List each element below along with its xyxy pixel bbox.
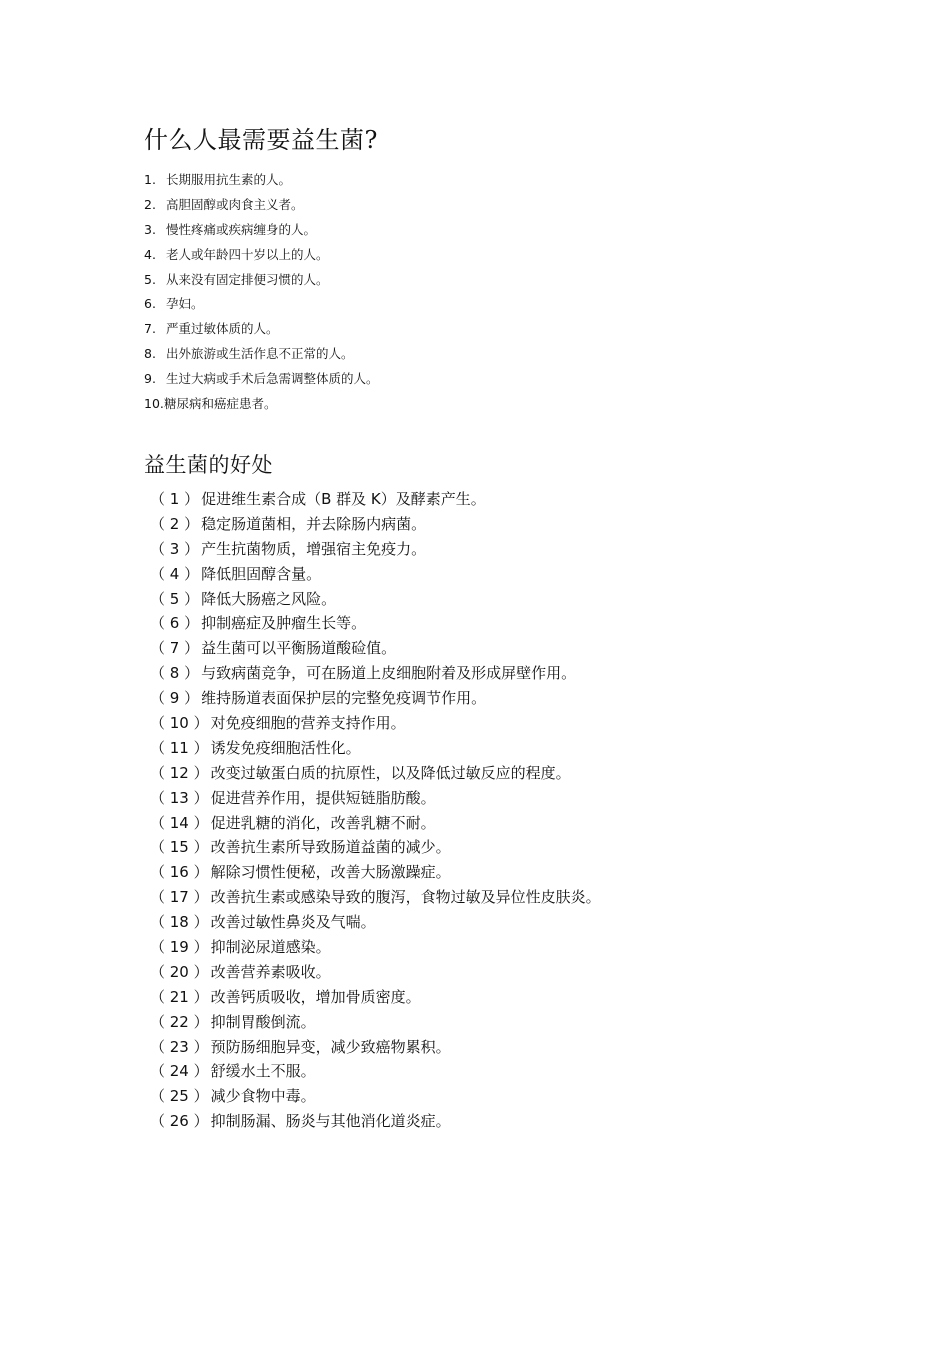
list-item-number: （ 1 ） bbox=[150, 490, 200, 508]
list-item-text: 对免疫细胞的营养支持作用。 bbox=[210, 714, 406, 733]
list-item-text: 生过大病或手术后急需调整体质的人。 bbox=[166, 371, 379, 387]
list-item bbox=[150, 661, 601, 686]
list-item bbox=[150, 1010, 601, 1035]
list-item-text: 降低胆固醇含量。 bbox=[201, 564, 322, 583]
list-item-number: 3. bbox=[144, 221, 156, 237]
list-item-number: （ 14 ） bbox=[150, 813, 209, 832]
list-item bbox=[144, 367, 379, 392]
list-item bbox=[144, 292, 379, 317]
list-item-text: 维持肠道表面保护层的完整免疫调节作用。 bbox=[201, 689, 487, 708]
list-item-number: （ 4 ） bbox=[150, 564, 200, 583]
list-item bbox=[150, 960, 601, 985]
list-item-text: 改善抗生素所导致肠道益菌的减少。 bbox=[210, 838, 451, 857]
list-item-text: 慢性疼痛或疾病缠身的人。 bbox=[166, 221, 317, 237]
list-item-text: 益生菌可以平衡肠道酸硷值。 bbox=[201, 639, 397, 658]
list-item-number: 1. bbox=[144, 172, 156, 187]
list-item-number: （ 8 ） bbox=[150, 664, 200, 683]
list-item-number: （ 6 ） bbox=[150, 614, 200, 633]
list-item-number: 4. bbox=[144, 246, 156, 262]
list-item-text: 改善钙质吸收，增加骨质密度。 bbox=[210, 987, 421, 1006]
list-item bbox=[150, 1109, 601, 1134]
list-item-number: （ 20 ） bbox=[150, 962, 209, 981]
list-item-text: 抑制肠漏、肠炎与其他消化道炎症。 bbox=[210, 1112, 451, 1131]
list-item bbox=[144, 342, 379, 367]
list-item bbox=[150, 910, 601, 935]
list-item-number: （ 17 ） bbox=[150, 888, 209, 907]
list-item-text: 老人或年龄四十岁以上的人。 bbox=[166, 246, 329, 262]
list-item bbox=[150, 985, 601, 1010]
list-item-text: 抑制癌症及肿瘤生长等。 bbox=[201, 614, 367, 633]
list-item-number: 2. bbox=[144, 196, 156, 212]
list-item-text: 与致病菌竞争，可在肠道上皮细胞附着及形成屏壁作用。 bbox=[201, 664, 577, 683]
list-item-text: 促进乳糖的消化，改善乳糖不耐。 bbox=[210, 813, 436, 832]
list-item-number: 5. bbox=[144, 271, 156, 287]
list-item-number: （ 26 ） bbox=[150, 1112, 209, 1131]
list-item-text: 长期服用抗生素的人。 bbox=[166, 172, 292, 187]
list-item-number: 9. bbox=[144, 371, 156, 387]
list-item-number: （ 22 ） bbox=[150, 1012, 209, 1031]
list-item-text: 孕妇。 bbox=[166, 296, 204, 312]
benefits-list bbox=[144, 487, 601, 1134]
list-item-number: （ 2 ） bbox=[150, 514, 200, 533]
list-item-text: 改善抗生素或感染导致的腹泻，食物过敏及异位性皮肤炎。 bbox=[210, 888, 601, 907]
list-item-text: 促进营养作用，提供短链脂肪酸。 bbox=[210, 788, 436, 807]
section-who-needs-probiotics bbox=[144, 122, 379, 417]
list-item-number: （ 15 ） bbox=[150, 838, 209, 857]
list-item bbox=[150, 761, 601, 786]
list-item-number: （ 24 ） bbox=[150, 1062, 209, 1081]
list-item bbox=[150, 537, 601, 562]
list-item-number: （ 3 ） bbox=[150, 539, 200, 558]
list-item bbox=[144, 317, 379, 342]
list-item-number: 10. bbox=[144, 396, 164, 412]
list-item bbox=[150, 562, 601, 587]
list-item bbox=[150, 1059, 601, 1084]
who-needs-list bbox=[144, 168, 379, 417]
list-item-text: 预防肠细胞异变，减少致癌物累积。 bbox=[210, 1037, 451, 1056]
list-item bbox=[150, 885, 601, 910]
list-item-text: 促进维生素合成（B 群及 K）及酵素产生。 bbox=[201, 490, 486, 508]
list-item bbox=[144, 392, 379, 417]
list-item-number: （ 21 ） bbox=[150, 987, 209, 1006]
list-item bbox=[144, 243, 379, 268]
list-item-text: 严重过敏体质的人。 bbox=[166, 321, 279, 337]
list-item bbox=[150, 711, 601, 736]
list-item-number: （ 9 ） bbox=[150, 689, 200, 708]
list-item bbox=[150, 587, 601, 612]
section-probiotic-benefits bbox=[144, 450, 601, 1134]
list-item-number: （ 10 ） bbox=[150, 714, 209, 733]
list-item bbox=[150, 1084, 601, 1109]
list-item-text: 稳定肠道菌相，并去除肠内病菌。 bbox=[201, 514, 427, 533]
list-item-number: （ 7 ） bbox=[150, 639, 200, 658]
list-item-text: 减少食物中毒。 bbox=[210, 1087, 316, 1106]
list-item bbox=[150, 935, 601, 960]
list-item-number: （ 23 ） bbox=[150, 1037, 209, 1056]
list-item-number: 7. bbox=[144, 321, 156, 337]
list-item-text: 产生抗菌物质，增强宿主免疫力。 bbox=[201, 539, 427, 558]
list-item bbox=[150, 786, 601, 811]
section-title: 益生菌的好处 bbox=[144, 453, 273, 477]
list-item bbox=[144, 168, 379, 193]
list-item-number: （ 5 ） bbox=[150, 589, 200, 608]
list-item-number: （ 25 ） bbox=[150, 1087, 209, 1106]
list-item bbox=[150, 736, 601, 761]
list-item bbox=[150, 611, 601, 636]
list-item bbox=[150, 636, 601, 661]
list-item-number: （ 18 ） bbox=[150, 913, 209, 932]
list-item-text: 舒缓水土不服。 bbox=[210, 1062, 316, 1081]
list-item-text: 从来没有固定排便习惯的人。 bbox=[166, 271, 329, 287]
list-item bbox=[144, 193, 379, 218]
list-item bbox=[144, 268, 379, 293]
list-item-text: 抑制胃酸倒流。 bbox=[210, 1012, 316, 1031]
list-item-text: 糖尿病和癌症患者。 bbox=[164, 396, 277, 412]
list-item-text: 高胆固醇或肉食主义者。 bbox=[166, 196, 304, 212]
list-item-text: 改善过敏性鼻炎及气喘。 bbox=[210, 913, 376, 932]
list-item-number: （ 13 ） bbox=[150, 788, 209, 807]
list-item-number: （ 19 ） bbox=[150, 938, 209, 957]
list-item bbox=[150, 487, 601, 512]
list-item bbox=[150, 860, 601, 885]
list-item-number: 6. bbox=[144, 296, 156, 312]
list-item bbox=[144, 218, 379, 243]
list-item-text: 抑制泌尿道感染。 bbox=[210, 938, 331, 957]
list-item bbox=[150, 512, 601, 537]
list-item-text: 降低大肠癌之风险。 bbox=[201, 589, 337, 608]
list-item-number: （ 16 ） bbox=[150, 863, 209, 882]
list-item-text: 解除习惯性便秘，改善大肠激躁症。 bbox=[210, 863, 451, 882]
list-item bbox=[150, 686, 601, 711]
list-item-text: 出外旅游或生活作息不正常的人。 bbox=[166, 346, 354, 362]
list-item bbox=[150, 835, 601, 860]
list-item bbox=[150, 811, 601, 836]
list-item bbox=[150, 1035, 601, 1060]
list-item-text: 改变过敏蛋白质的抗原性，以及降低过敏反应的程度。 bbox=[210, 763, 571, 782]
list-item-text: 诱发免疫细胞活性化。 bbox=[210, 738, 361, 757]
list-item-number: （ 12 ） bbox=[150, 763, 209, 782]
list-item-number: 8. bbox=[144, 346, 156, 362]
section-title: 什么人最需要益生菌? bbox=[144, 126, 378, 154]
list-item-number: （ 11 ） bbox=[150, 738, 209, 757]
list-item-text: 改善营养素吸收。 bbox=[210, 962, 331, 981]
